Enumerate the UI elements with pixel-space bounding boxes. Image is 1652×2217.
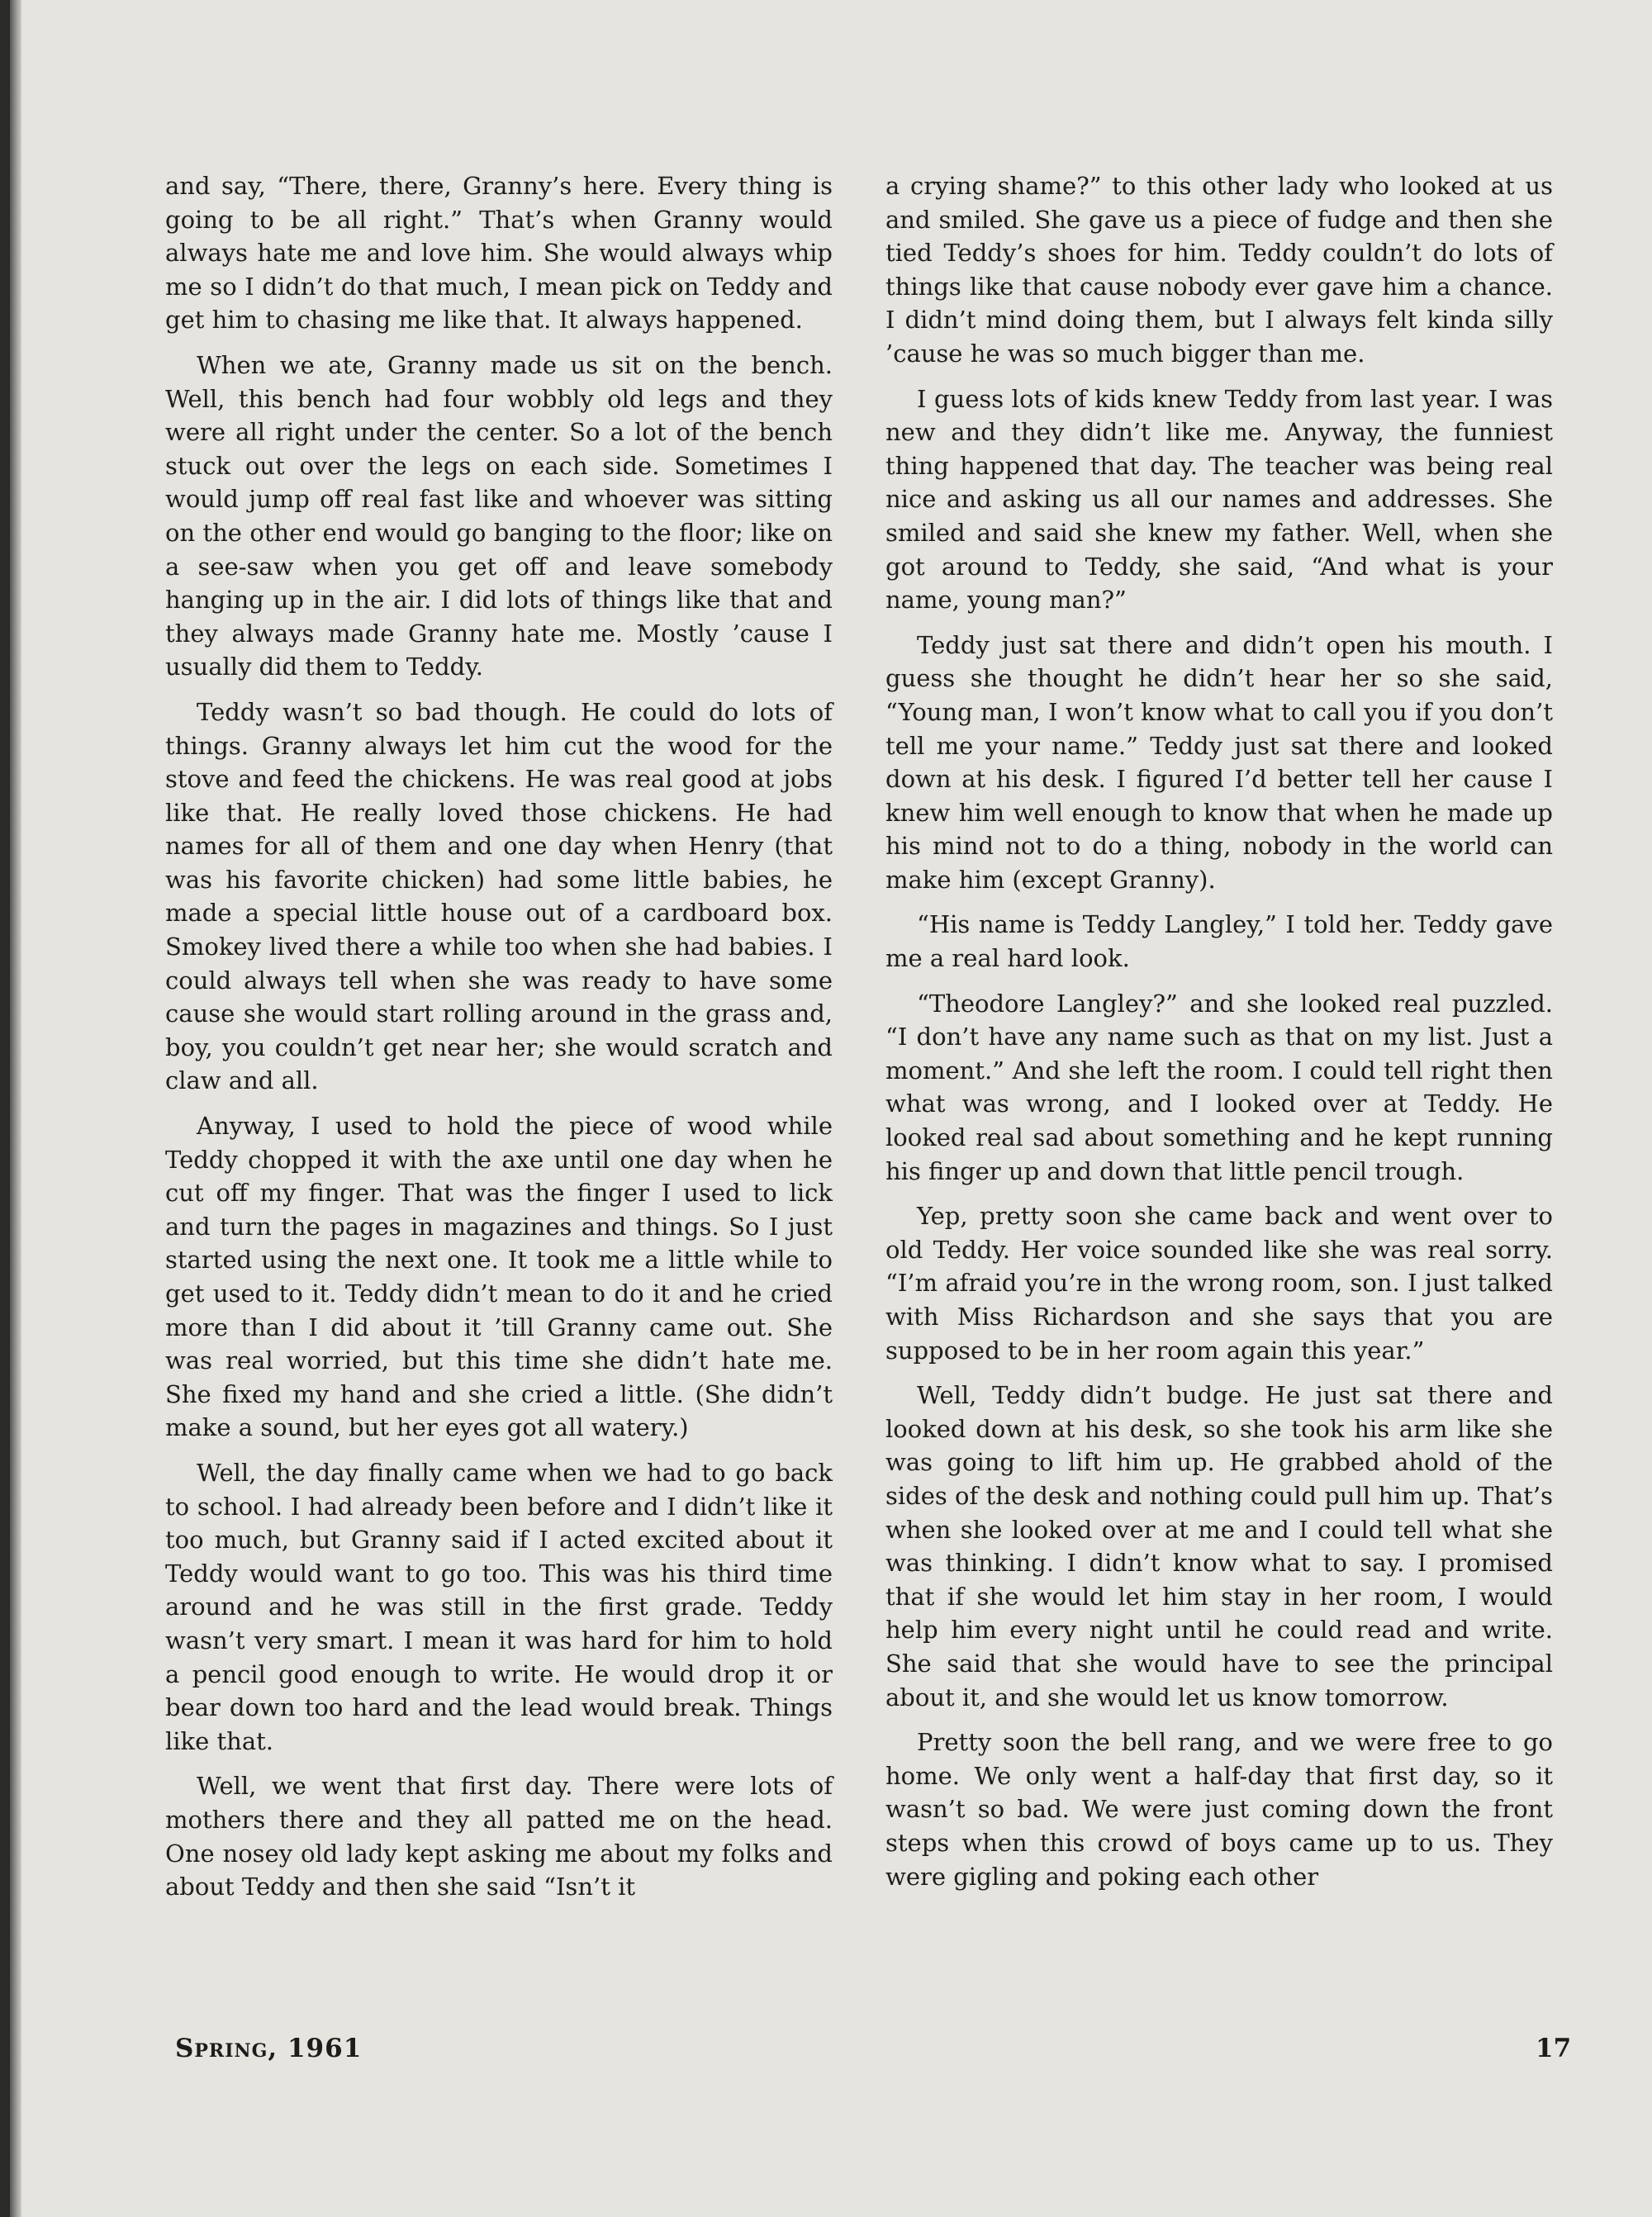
paragraph: Well, the day finally came when we had to go back to school. I had already been before and I didn’t like it too much, but Granny said if I acted excited about it Teddy would want to go too. This was his third time around and he was still in the first grade. Teddy wasn’t very smart. I mean it was hard for him to hold a pencil good enough to write. He would drop it or bear down too hard and the lead would break. Things like that. [165, 1458, 833, 1755]
paragraph: “Theodore Langley?” and she looked real puzzled. “I don’t have any name such as that on my list. Just a moment.” And she left the room. I could tell right then what was wrong, and I looked over at Teddy. He looked real sad about something and he kept running his finger up and down that little pencil trough. [885, 989, 1553, 1185]
paragraph: Well, Teddy didn’t budge. He just sat there and looked down at his desk, so she took his arm like she was going to lift him up. He grabbed ahold of the sides of the desk and nothing could pull him up. That’s when she looked over at me and I could tell what she was thinking. I didn’t know what to say. I promised that if she would let him stay in her room, I would help him every night until he could read and write. She said that she would have to see the principal about it, and she would let us know tomorrow. [885, 1381, 1553, 1711]
left-column [165, 169, 833, 1916]
paragraph: Teddy wasn’t so bad though. He could do lots of things. Granny always let him cut the wood for the stove and feed the chickens. He was real good at jobs like that. He really loved those chickens. He had names for all of them and one day when Henry (that was his favorite chicken) had some little babies, he made a special little house out of a cardboard box. Smokey lived there a while too when she had babies. I could always tell when she was ready to have some cause she would start rolling around in the grass and, boy, you couldn’t get near her; she would scratch and claw and all. [165, 697, 833, 1095]
magazine-page [10, 0, 1652, 2217]
paragraph: Well, we went that first day. There were lots of mothers there and they all patted me on the head. One nosey old lady kept asking me about my folks and about Teddy and then she said “Isn’t it [165, 1772, 833, 1901]
paragraph: When we ate, Granny made us sit on the bench. Well, this bench had four wobbly old legs and they were all right under the center. So a lot of the bench stuck out over the legs on each side. Sometimes I would jump off real fast like and whoever was sitting on the other end would go banging to the floor; like on a see-saw when you get off and leave somebody hanging up in the air. I did lots of things like that and they always made Granny hate me. Mostly ’cause I usually did them to Teddy. [165, 350, 833, 681]
right-column [885, 169, 1553, 1905]
paragraph: Pretty soon the bell rang, and we were free to go home. We only went a half-day that first day, so it wasn’t so bad. We were just coming down the front steps when this crowd of boys came up to us. They were gigling and poking each other [885, 1728, 1553, 1891]
page-number: 17 [1536, 2034, 1572, 2063]
paragraph: Yep, pretty soon she came back and went over to old Teddy. Her voice sounded like she was real sorry. “I’m afraid you’re in the wrong room, son. I just talked with Miss Richardson and she says that you are supposed to be in her room again this year.” [885, 1202, 1553, 1365]
paragraph: Anyway, I used to hold the piece of wood while Teddy chopped it with the axe until one day when he cut off my finger. That was the finger I used to lick and turn the pages in magazines and things. So I just started using the next one. It took me a little while to get used to it. Teddy didn’t mean to do it and he cried more than I did about it ’till Granny came out. She was real worried, but this time she didn’t hate me. She fixed my hand and she cried a little. (She didn’t make a sound, but her eyes got all watery.) [165, 1112, 833, 1442]
paragraph: and say, “There, there, Granny’s here. Every thing is going to be all right.” That’s when Granny would always hate me and love him. She would always whip me so I didn’t do that much, I mean pick on Teddy and get him to chasing me like that. It always happened. [165, 172, 833, 335]
page-spine [10, 0, 21, 2217]
paragraph: Teddy just sat there and didn’t open his mouth. I guess she thought he didn’t hear her so she said, “Young man, I won’t know what to call you if you don’t tell me your name.” Teddy just sat there and looked down at his desk. I figured I’d better tell her cause I knew him well enough to know that when he made up his mind not to do a thing, nobody in the world can make him (except Granny). [885, 630, 1553, 894]
paragraph: I guess lots of kids knew Teddy from last year. I was new and they didn’t like me. Anyway, the funniest thing happened that day. The teacher was being real nice and asking us all our names and addresses. She smiled and said she knew my father. Well, when she got around to Teddy, she said, “And what is your name, young man?” [885, 384, 1553, 615]
paragraph: “His name is Teddy Langley,” I told her. Teddy gave me a real hard look. [885, 910, 1553, 973]
paragraph: a crying shame?” to this other lady who looked at us and smiled. She gave us a piece of fudge and then she tied Teddy’s shoes for him. Teddy couldn’t do lots of things like that cause nobody ever gave him a chance. I didn’t mind doing them, but I always felt kinda silly ’cause he was so much bigger than me. [885, 172, 1553, 368]
issue-date: Spring, 1961 [175, 2034, 363, 2063]
